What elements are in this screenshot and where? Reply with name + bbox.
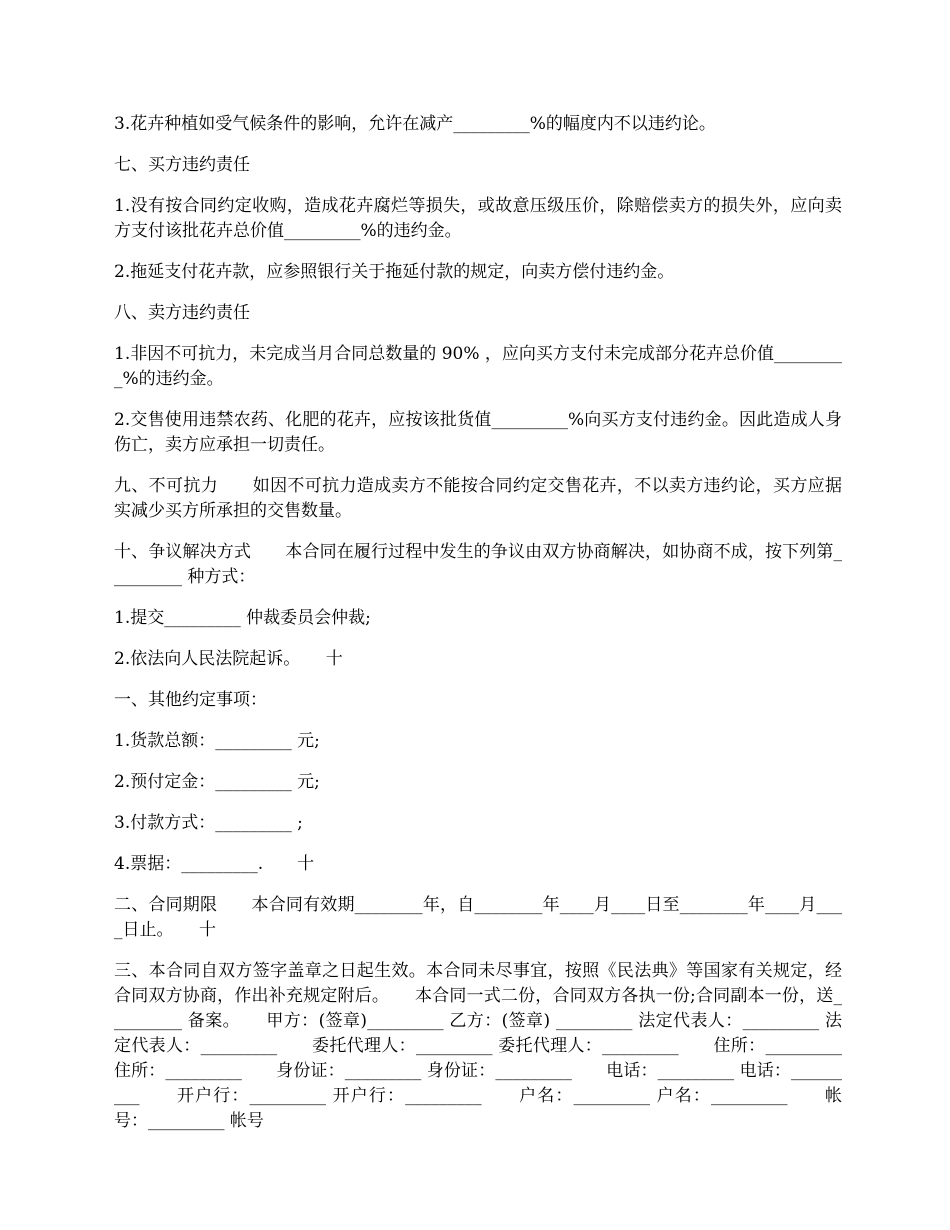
section-8-heading: 八、卖方违约责任 <box>114 303 250 323</box>
dispute-option-1: 1.提交_________ 仲裁委员会仲裁; <box>114 608 371 628</box>
other-item-4: 4.票据：_________. 十 <box>114 854 315 874</box>
clause-buyer-1: 1.没有按合同约定收购，造成花卉腐烂等损失，或故意压级压价，除赔偿卖方的损失外，应向卖方支付该批花卉总价值_________%的违约金。 <box>114 196 842 241</box>
section-13-effect-signatures: 三、本合同自双方签字盖章之日起生效。本合同未尽事宜，按照《民法典》等国家有关规定，经合同双方协商，作出补充规定附后。 本合同一式二份，合同双方各执一份;合同副本一份，送_________ 备案。 甲方：(签章)_________ 乙方：(签章) _________ 法定代表人：_________ 法定代表人：_________ 委托代理人：_________ 委托代理人：_________ 住所：_________ 住所：_________ 身份证：_________ 身份证：_________ 电话：_________ 电话：_________ 开户行：_________ 开户行：_________ 户名：_________ 户名：_________ 帐号：_________ 帐号 <box>114 961 848 1131</box>
other-item-2: 2.预付定金：_________ 元; <box>114 772 320 792</box>
clause-buyer-2: 2.拖延支付花卉款，应参照银行关于拖延付款的规定，向卖方偿付违约金。 <box>114 262 675 282</box>
clause-seller-2: 2.交售使用违禁农药、化肥的花卉，应按该批货值_________%向买方支付违约金。因此造成人身伤亡，卖方应承担一切责任。 <box>114 410 842 455</box>
other-item-1: 1.货款总额：_________ 元; <box>114 731 320 751</box>
section-7-heading: 七、买方违约责任 <box>114 155 250 175</box>
section-10-dispute: 十、争议解决方式 本合同在履行过程中发生的争议由双方协商解决，如协商不成，按下列第_________ 种方式： <box>114 542 842 587</box>
dispute-option-2: 2.依法向人民法院起诉。 十 <box>114 649 343 669</box>
document-body <box>114 112 848 1150</box>
clause-seller-1: 1.非因不可抗力，未完成当月合同总数量的 90% ，应向买方支付未完成部分花卉总价值_________%的违约金。 <box>114 344 842 389</box>
other-item-3: 3.付款方式：_________ ; <box>114 813 303 833</box>
section-12-term: 二、合同期限 本合同有效期________年，自________年____月____日至________年____月____日止。 十 <box>114 895 842 940</box>
section-9-force-majeure: 九、不可抗力 如因不可抗力造成卖方不能按合同约定交售花卉，不以卖方违约论，买方应据实减少买方所承担的交售数量。 <box>114 476 842 521</box>
clause-3-flower-yield: 3.花卉种植如受气候条件的影响，允许在减产_________%的幅度内不以违约论。 <box>114 114 716 134</box>
section-11-heading: 一、其他约定事项： <box>114 690 267 710</box>
